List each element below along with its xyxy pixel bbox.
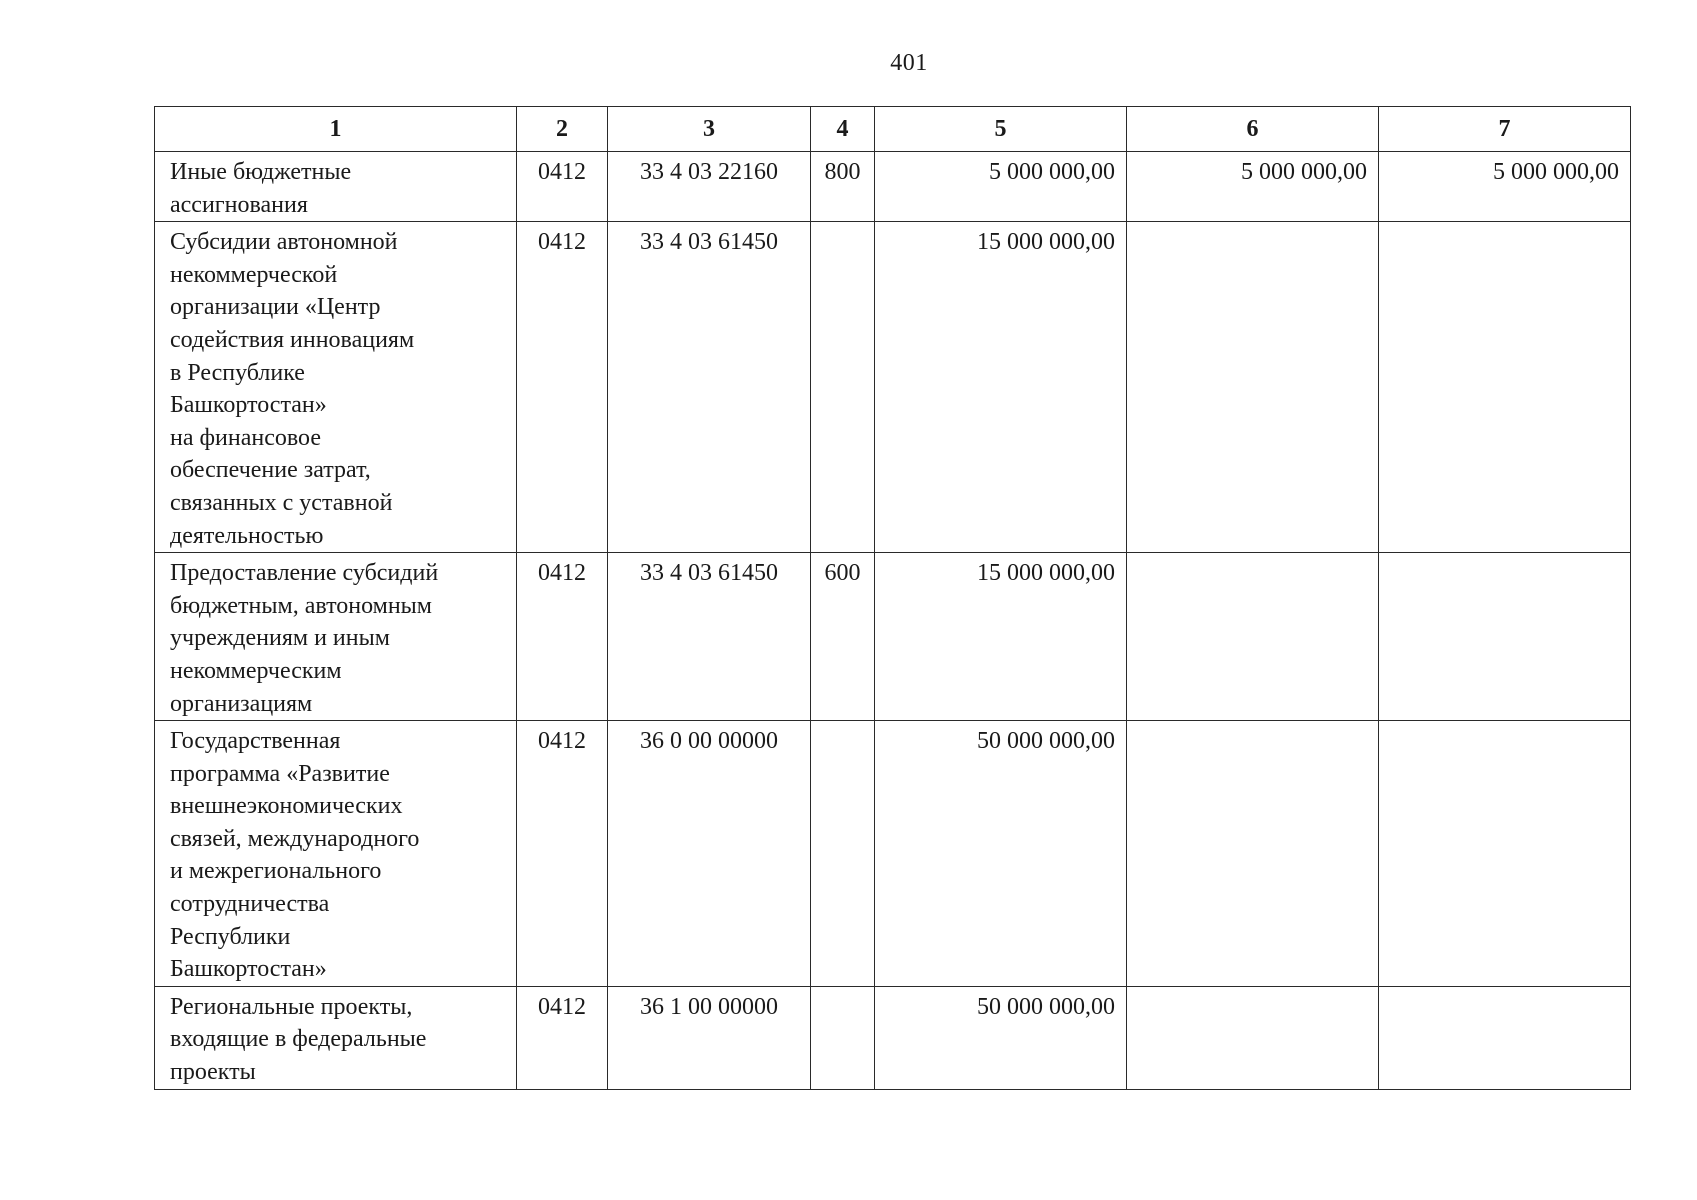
- expense-name-line: бюджетным, автономным: [170, 592, 432, 619]
- expense-name-line: некоммерческим: [170, 657, 342, 684]
- expense-name-line: учреждениям и иным: [170, 625, 390, 652]
- target-code-cell: 36 0 00 00000: [608, 721, 811, 987]
- expense-type-cell: 600: [811, 553, 875, 721]
- expense-name-line: Башкортостан»: [170, 392, 327, 419]
- target-code-cell: 33 4 03 61450: [608, 222, 811, 553]
- target-code-cell: 33 4 03 61450: [608, 553, 811, 721]
- expense-name-line: сотрудничества: [170, 891, 330, 918]
- amount-col5-cell: 15 000 000,00: [875, 553, 1127, 721]
- amount-col7-cell: [1379, 986, 1631, 1089]
- amount-col6-cell: [1127, 986, 1379, 1089]
- amount-col7-cell: [1379, 553, 1631, 721]
- expense-name-line: программа «Развитие: [170, 760, 390, 787]
- expense-name-line: на финансовое: [170, 424, 321, 451]
- expense-type-cell: [811, 986, 875, 1089]
- expense-name-line: Субсидии автономной: [170, 229, 398, 256]
- expense-name-line: некоммерческой: [170, 261, 338, 288]
- amount-col5-cell: 5 000 000,00: [875, 152, 1127, 222]
- amount-col6-cell: [1127, 553, 1379, 721]
- amount-col5-cell: 15 000 000,00: [875, 222, 1127, 553]
- expense-name-cell: [155, 721, 517, 987]
- section-cell: 0412: [517, 721, 608, 987]
- expense-name-cell: [155, 986, 517, 1089]
- expense-name-line: проекты: [170, 1059, 256, 1086]
- expense-name-line: связей, международного: [170, 825, 420, 852]
- column-header-6: 6: [1127, 107, 1379, 152]
- column-header-2: 2: [517, 107, 608, 152]
- page-number: 401: [890, 50, 928, 76]
- expense-name-line: внешнеэкономических: [170, 793, 403, 820]
- table-row: [155, 721, 1631, 987]
- section-cell: 0412: [517, 986, 608, 1089]
- expense-name-cell: [155, 222, 517, 553]
- expense-name-line: и межрегионального: [170, 858, 382, 885]
- column-header-3: 3: [608, 107, 811, 152]
- table-row: [155, 222, 1631, 553]
- amount-col6-cell: 5 000 000,00: [1127, 152, 1379, 222]
- expense-name-cell: [155, 553, 517, 721]
- expense-name-line: Башкортостан»: [170, 956, 327, 983]
- target-code-cell: 36 1 00 00000: [608, 986, 811, 1089]
- expense-name-line: организациям: [170, 690, 313, 717]
- amount-col5-cell: 50 000 000,00: [875, 986, 1127, 1089]
- expense-name-line: обеспечение затрат,: [170, 457, 371, 484]
- amount-col6-cell: [1127, 222, 1379, 553]
- table-row: [155, 152, 1631, 222]
- expense-name-line: деятельностью: [170, 522, 324, 549]
- expense-name-line: Государственная: [170, 728, 341, 755]
- column-header-1: 1: [155, 107, 517, 152]
- section-cell: 0412: [517, 222, 608, 553]
- amount-col7-cell: [1379, 721, 1631, 987]
- column-header-4: 4: [811, 107, 875, 152]
- amount-col5-cell: 50 000 000,00: [875, 721, 1127, 987]
- expense-name-line: организации «Центр: [170, 294, 381, 321]
- table-row: [155, 986, 1631, 1089]
- amount-col7-cell: 5 000 000,00: [1379, 152, 1631, 222]
- expense-name-line: связанных с уставной: [170, 489, 393, 516]
- expense-name-line: в Республике: [170, 359, 305, 386]
- column-header-5: 5: [875, 107, 1127, 152]
- expense-name-line: содействия инновациям: [170, 326, 415, 353]
- expense-name-line: ассигнования: [170, 191, 308, 218]
- amount-col6-cell: [1127, 721, 1379, 987]
- amount-col7-cell: [1379, 222, 1631, 553]
- section-cell: 0412: [517, 553, 608, 721]
- section-cell: 0412: [517, 152, 608, 222]
- expense-type-cell: [811, 222, 875, 553]
- column-header-7: 7: [1379, 107, 1631, 152]
- expense-name-line: Иные бюджетные: [170, 159, 352, 185]
- expense-name-cell: [155, 152, 517, 222]
- header-row: [155, 107, 1631, 152]
- expense-name-line: Республики: [170, 923, 291, 950]
- expense-name-line: Региональные проекты,: [170, 993, 413, 1020]
- expense-type-cell: [811, 721, 875, 987]
- budget-table: [154, 106, 1631, 1090]
- expense-name-line: входящие в федеральные: [170, 1026, 427, 1053]
- expense-type-cell: 800: [811, 152, 875, 222]
- table-row: [155, 553, 1631, 721]
- expense-name-line: Предоставление субсидий: [170, 560, 439, 587]
- target-code-cell: 33 4 03 22160: [608, 152, 811, 222]
